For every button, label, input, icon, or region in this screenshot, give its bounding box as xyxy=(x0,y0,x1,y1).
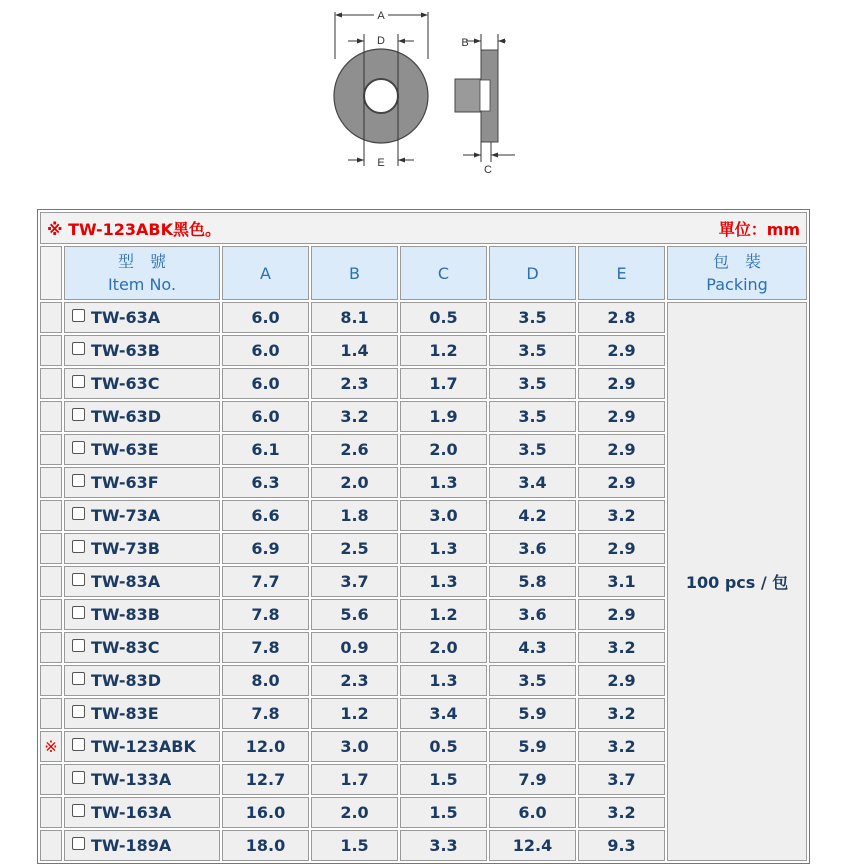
item-cell xyxy=(64,797,220,828)
item-number: TW-63C xyxy=(91,374,160,393)
dim-a-cell: 7.8 xyxy=(222,632,309,663)
dim-e-cell: 3.2 xyxy=(578,731,665,762)
dim-d-cell: 3.5 xyxy=(489,401,576,432)
dim-e-cell: 2.9 xyxy=(578,467,665,498)
row-mark xyxy=(40,698,62,729)
dim-c-cell: 1.3 xyxy=(400,467,487,498)
dim-b-cell: 0.9 xyxy=(311,632,398,663)
dim-a-cell: 12.0 xyxy=(222,731,309,762)
dim-b-cell: 1.2 xyxy=(311,698,398,729)
dim-e-cell: 2.9 xyxy=(578,368,665,399)
item-number: TW-123ABK xyxy=(91,737,196,756)
dim-c-cell: 1.3 xyxy=(400,665,487,696)
dim-b-cell: 2.6 xyxy=(311,434,398,465)
item-cell xyxy=(64,731,220,762)
dim-c-cell: 1.2 xyxy=(400,599,487,630)
dim-a-cell: 6.1 xyxy=(222,434,309,465)
header-c: C xyxy=(400,246,487,300)
row-mark xyxy=(40,302,62,333)
label-c: C xyxy=(484,164,492,176)
dim-e-cell: 3.2 xyxy=(578,632,665,663)
item-number: TW-63E xyxy=(91,440,159,459)
dim-d-cell: 3.5 xyxy=(489,665,576,696)
dim-a-cell: 6.6 xyxy=(222,500,309,531)
row-mark xyxy=(40,368,62,399)
dim-b-cell: 2.0 xyxy=(311,797,398,828)
dim-c-cell: 3.0 xyxy=(400,500,487,531)
item-number: TW-83B xyxy=(91,605,160,624)
header-item-zh: 型 號 xyxy=(117,252,166,271)
packing-cell: 100 pcs / 包 xyxy=(667,302,807,861)
row-mark xyxy=(40,764,62,795)
dim-c-cell: 1.5 xyxy=(400,764,487,795)
dim-d-cell: 3.5 xyxy=(489,302,576,333)
dim-a-cell: 7.8 xyxy=(222,599,309,630)
front-view xyxy=(334,8,428,169)
item-cell xyxy=(64,500,220,531)
dim-d-cell: 3.6 xyxy=(489,599,576,630)
item-checkbox[interactable] xyxy=(72,705,85,718)
dim-e-cell: 2.9 xyxy=(578,401,665,432)
item-checkbox[interactable] xyxy=(72,573,85,586)
item-number: TW-83D xyxy=(91,671,162,690)
label-b: B xyxy=(461,37,469,49)
dim-b-cell: 1.4 xyxy=(311,335,398,366)
header-packing-zh: 包 裝 xyxy=(713,252,762,271)
item-checkbox[interactable] xyxy=(72,540,85,553)
dim-d-cell: 6.0 xyxy=(489,797,576,828)
header-a: A xyxy=(222,246,309,300)
dim-b-cell: 2.3 xyxy=(311,368,398,399)
dim-a-cell: 8.0 xyxy=(222,665,309,696)
item-checkbox[interactable] xyxy=(72,639,85,652)
dim-c-cell: 2.0 xyxy=(400,632,487,663)
dim-b-cell: 1.8 xyxy=(311,500,398,531)
dim-d-cell: 7.9 xyxy=(489,764,576,795)
row-mark xyxy=(40,566,62,597)
dim-a-cell: 18.0 xyxy=(222,830,309,861)
dim-a-cell: 16.0 xyxy=(222,797,309,828)
item-cell xyxy=(64,632,220,663)
dim-b-cell: 3.7 xyxy=(311,566,398,597)
item-number: TW-73A xyxy=(91,506,161,525)
dim-a-cell: 7.8 xyxy=(222,698,309,729)
header-mark-col xyxy=(40,246,62,300)
unit-label: 單位：mm xyxy=(718,219,801,239)
item-cell xyxy=(64,302,220,333)
dim-e-cell: 2.9 xyxy=(578,434,665,465)
dim-b-cell: 2.5 xyxy=(311,533,398,564)
item-cell xyxy=(64,830,220,861)
row-mark xyxy=(40,533,62,564)
item-number: TW-73B xyxy=(91,539,160,558)
row-mark xyxy=(40,632,62,663)
dim-b-cell: 1.5 xyxy=(311,830,398,861)
dim-d-cell: 5.8 xyxy=(489,566,576,597)
item-checkbox[interactable] xyxy=(72,507,85,520)
dim-b-cell: 3.2 xyxy=(311,401,398,432)
item-number: TW-63F xyxy=(91,473,159,492)
header-item-no xyxy=(64,246,220,300)
dim-d-cell: 12.4 xyxy=(489,830,576,861)
dim-b-cell: 1.7 xyxy=(311,764,398,795)
dim-c-cell: 0.5 xyxy=(400,302,487,333)
dim-e-cell: 9.3 xyxy=(578,830,665,861)
dim-d-cell: 3.5 xyxy=(489,368,576,399)
table-note: ※ TW-123ABK黑色。 xyxy=(47,219,221,239)
item-cell xyxy=(64,599,220,630)
item-number: TW-83E xyxy=(91,704,159,723)
item-cell xyxy=(64,764,220,795)
dim-b-cell: 2.0 xyxy=(311,467,398,498)
label-a: A xyxy=(377,10,385,22)
dim-a-cell: 6.0 xyxy=(222,368,309,399)
dim-d-cell: 3.5 xyxy=(489,434,576,465)
row-mark xyxy=(40,467,62,498)
dim-e-cell: 2.9 xyxy=(578,335,665,366)
dim-a-cell: 7.7 xyxy=(222,566,309,597)
dim-e-cell: 2.9 xyxy=(578,665,665,696)
dim-d-cell: 5.9 xyxy=(489,698,576,729)
item-number: TW-63A xyxy=(91,308,161,327)
dim-d-cell: 5.9 xyxy=(489,731,576,762)
row-mark xyxy=(40,401,62,432)
washer-dimension-diagram xyxy=(330,4,520,182)
item-cell xyxy=(64,698,220,729)
dim-e-cell: 3.2 xyxy=(578,797,665,828)
row-mark xyxy=(40,500,62,531)
item-number: TW-189A xyxy=(91,836,172,855)
dim-b-cell: 3.0 xyxy=(311,731,398,762)
dim-e-cell: 3.2 xyxy=(578,698,665,729)
dim-e-cell: 3.1 xyxy=(578,566,665,597)
item-checkbox[interactable] xyxy=(72,408,85,421)
item-number: TW-83C xyxy=(91,638,160,657)
item-number: TW-133A xyxy=(91,770,172,789)
item-checkbox[interactable] xyxy=(72,375,85,388)
dim-e-cell: 2.9 xyxy=(578,533,665,564)
dim-c-cell: 1.9 xyxy=(400,401,487,432)
item-checkbox[interactable] xyxy=(72,804,85,817)
dim-c-cell: 1.7 xyxy=(400,368,487,399)
spec-table xyxy=(37,209,810,864)
item-checkbox[interactable] xyxy=(72,606,85,619)
dim-e-cell: 3.2 xyxy=(578,500,665,531)
dim-a-cell: 6.0 xyxy=(222,302,309,333)
dim-c-cell: 3.4 xyxy=(400,698,487,729)
item-number: TW-63B xyxy=(91,341,160,360)
label-d: D xyxy=(377,35,385,47)
table-title-bar xyxy=(40,212,807,244)
item-checkbox[interactable] xyxy=(72,771,85,784)
row-mark xyxy=(40,599,62,630)
item-number: TW-83A xyxy=(91,572,161,591)
header-item-en: Item No. xyxy=(107,275,177,294)
label-e: E xyxy=(377,157,385,169)
dim-c-cell: 1.2 xyxy=(400,335,487,366)
row-mark xyxy=(40,335,62,366)
dim-c-cell: 1.5 xyxy=(400,797,487,828)
item-checkbox[interactable] xyxy=(72,738,85,751)
dim-a-cell: 12.7 xyxy=(222,764,309,795)
dim-b-cell: 8.1 xyxy=(311,302,398,333)
dim-d-cell: 3.5 xyxy=(489,335,576,366)
dim-c-cell: 0.5 xyxy=(400,731,487,762)
dim-a-cell: 6.9 xyxy=(222,533,309,564)
dim-c-cell: 3.3 xyxy=(400,830,487,861)
row-mark xyxy=(40,434,62,465)
table-row xyxy=(40,302,807,333)
dim-d-cell: 3.6 xyxy=(489,533,576,564)
dim-e-cell: 2.9 xyxy=(578,599,665,630)
item-checkbox[interactable] xyxy=(72,837,85,850)
item-cell xyxy=(64,401,220,432)
item-cell xyxy=(64,368,220,399)
item-cell xyxy=(64,467,220,498)
item-number: TW-63D xyxy=(91,407,162,426)
dim-c-cell: 2.0 xyxy=(400,434,487,465)
dim-a-cell: 6.0 xyxy=(222,335,309,366)
dim-e-cell: 2.8 xyxy=(578,302,665,333)
item-cell xyxy=(64,335,220,366)
item-checkbox[interactable] xyxy=(72,441,85,454)
side-view xyxy=(455,34,515,176)
item-number: TW-163A xyxy=(91,803,172,822)
dim-a-cell: 6.3 xyxy=(222,467,309,498)
row-mark: ※ xyxy=(40,731,62,762)
item-cell xyxy=(64,566,220,597)
header-b: B xyxy=(311,246,398,300)
header-d: D xyxy=(489,246,576,300)
item-checkbox[interactable] xyxy=(72,672,85,685)
header-packing-en: Packing xyxy=(706,275,768,294)
dim-c-cell: 1.3 xyxy=(400,566,487,597)
row-mark xyxy=(40,797,62,828)
dim-a-cell: 6.0 xyxy=(222,401,309,432)
row-mark xyxy=(40,665,62,696)
item-checkbox[interactable] xyxy=(72,474,85,487)
item-cell xyxy=(64,665,220,696)
item-checkbox[interactable] xyxy=(72,309,85,322)
dim-d-cell: 3.4 xyxy=(489,467,576,498)
header-row xyxy=(40,246,807,300)
dim-e-cell: 3.7 xyxy=(578,764,665,795)
dim-d-cell: 4.2 xyxy=(489,500,576,531)
item-cell xyxy=(64,434,220,465)
item-cell xyxy=(64,533,220,564)
row-mark xyxy=(40,830,62,861)
dim-c-cell: 1.3 xyxy=(400,533,487,564)
dim-b-cell: 5.6 xyxy=(311,599,398,630)
item-checkbox[interactable] xyxy=(72,342,85,355)
header-e: E xyxy=(578,246,665,300)
header-packing xyxy=(667,246,807,300)
dim-d-cell: 4.3 xyxy=(489,632,576,663)
dim-b-cell: 2.3 xyxy=(311,665,398,696)
